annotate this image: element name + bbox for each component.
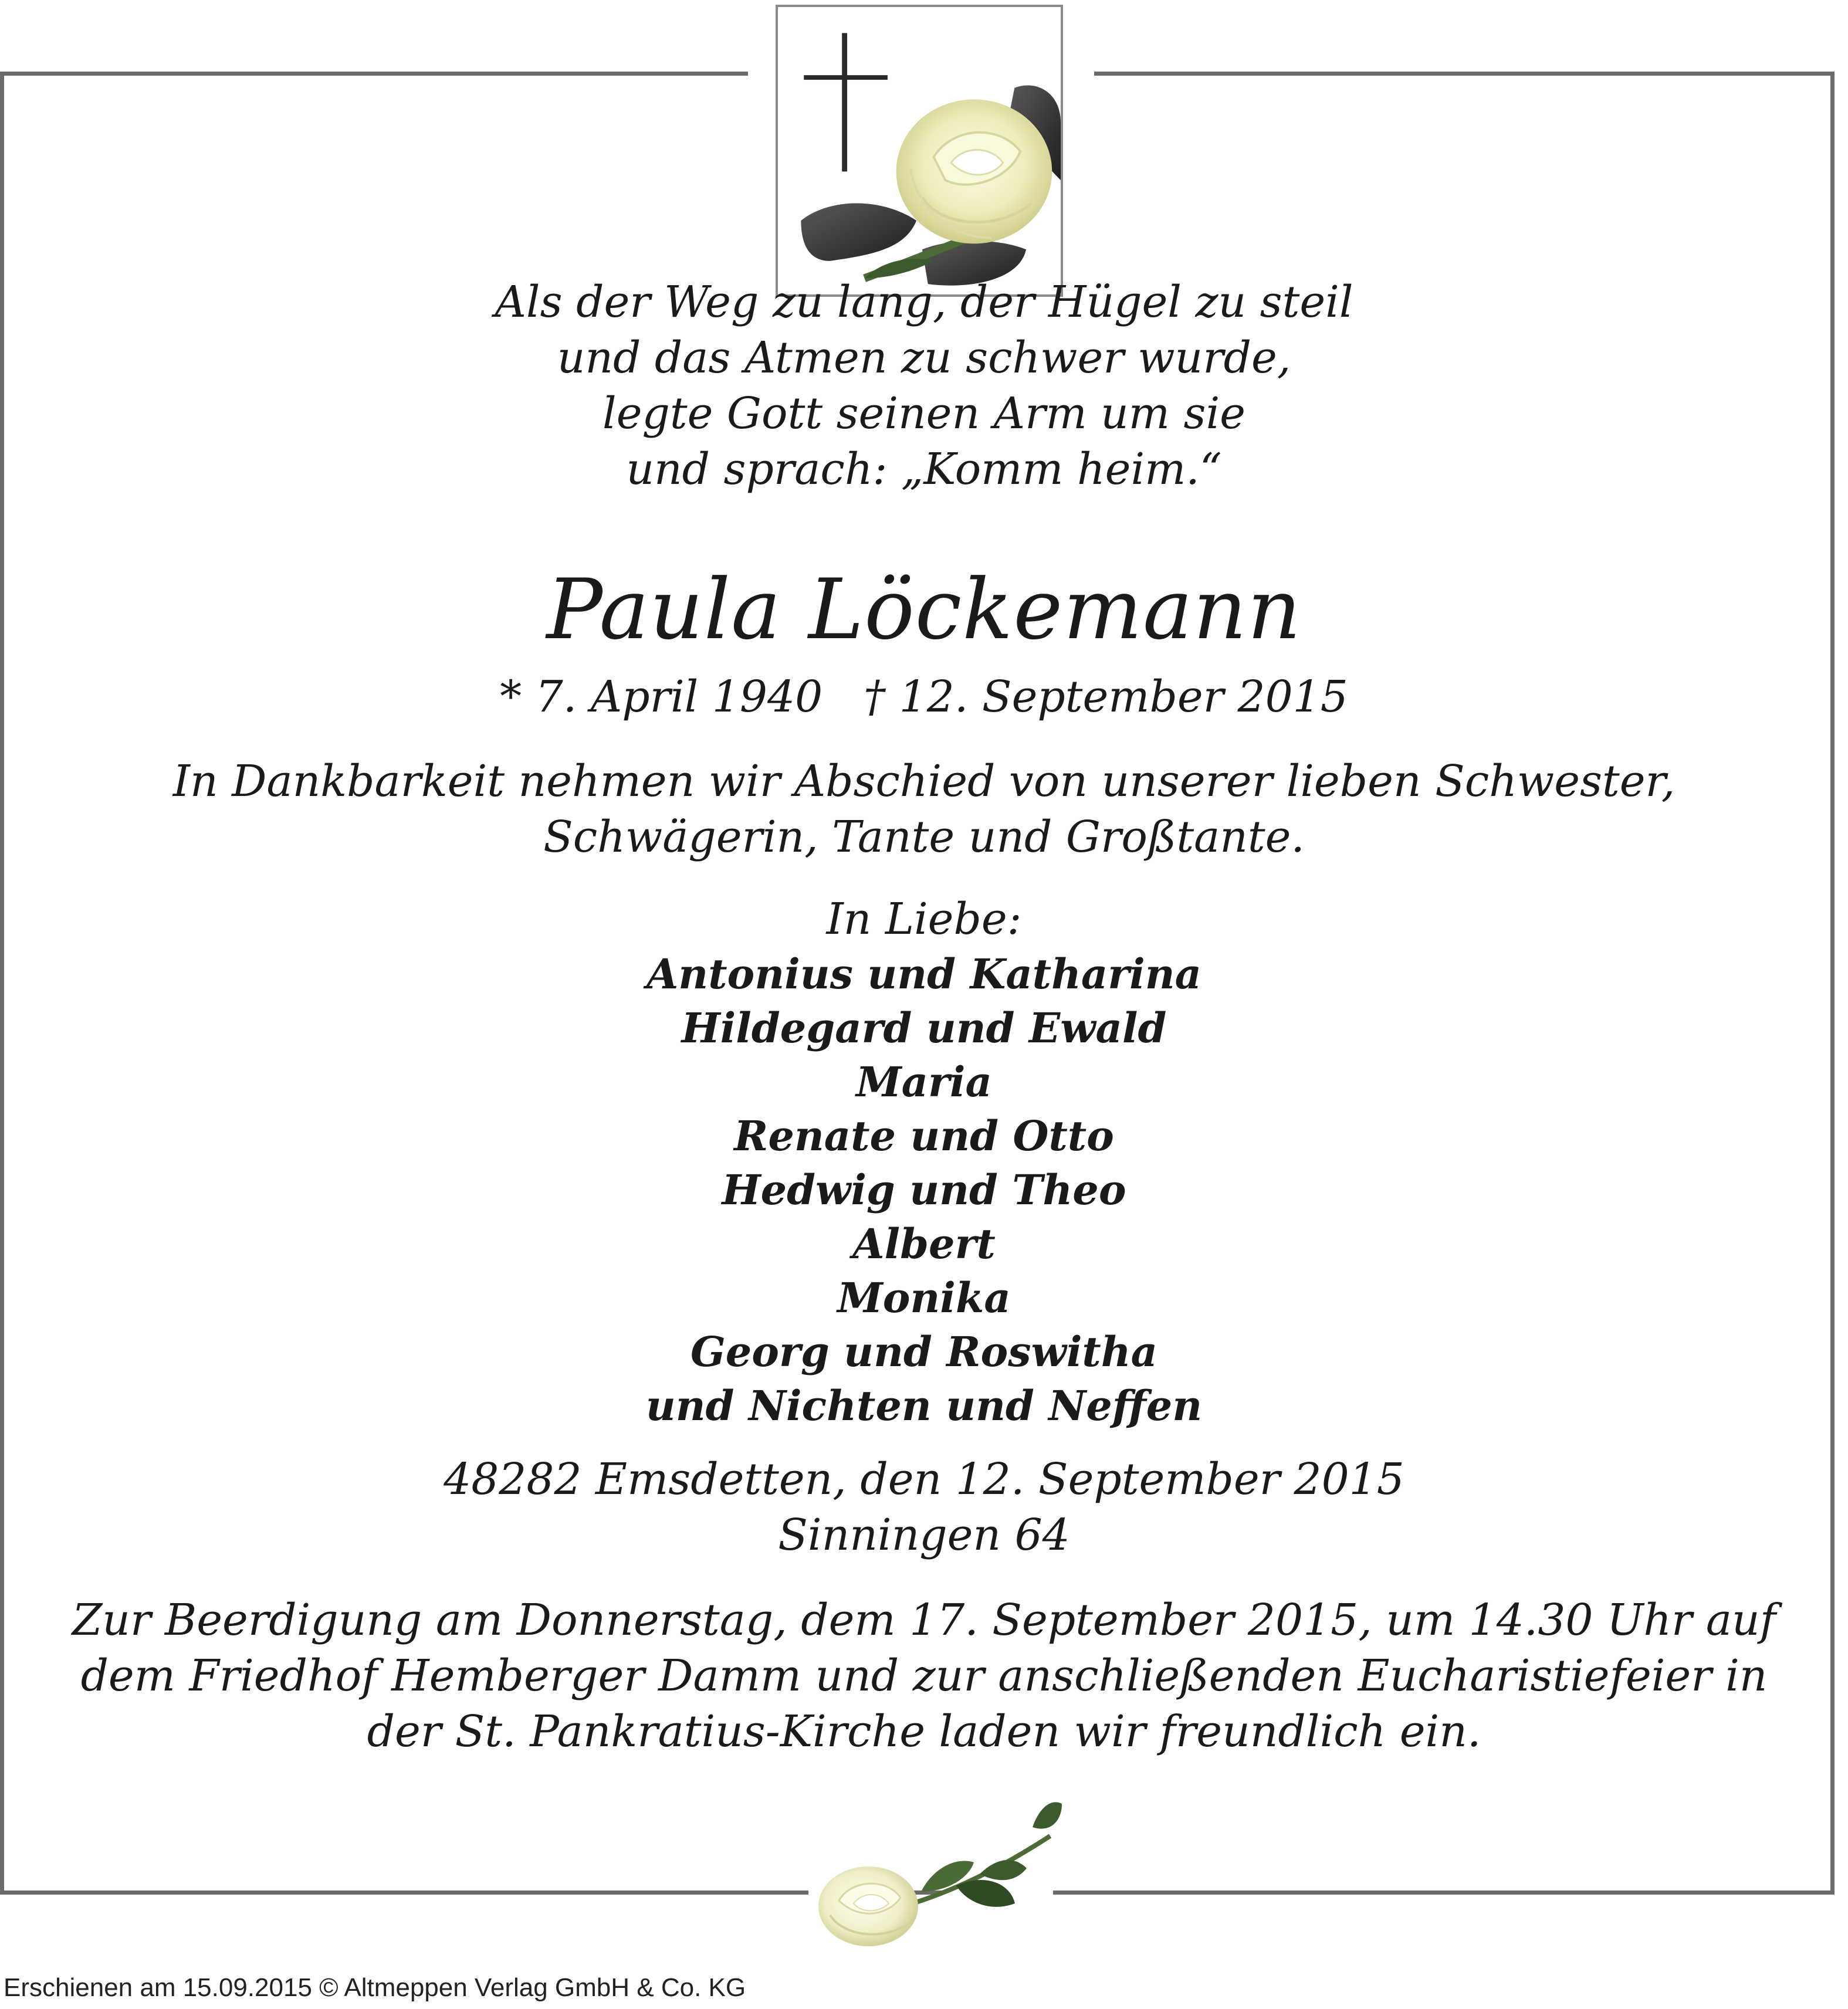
birth-date: * 7. April 1940 bbox=[500, 672, 823, 722]
place-and-address bbox=[23, 1452, 1825, 1563]
mourner-name: Hildegard und Ewald bbox=[681, 1004, 1167, 1052]
gratitude-line: In Dankbarkeit nehmen wir Abschied von unserer lieben Schwester, bbox=[172, 756, 1676, 807]
frame-left-line bbox=[0, 72, 4, 1895]
deceased-name-text: Paula Löckemann bbox=[546, 561, 1302, 658]
mourner-name: und Nichten und Neffen bbox=[645, 1381, 1203, 1430]
mourner-name: Georg und Roswitha bbox=[690, 1327, 1157, 1376]
mourners-intro bbox=[23, 892, 1825, 947]
cross-rose-icon bbox=[778, 7, 1061, 294]
frame-bottom-right-line bbox=[1053, 1891, 1835, 1895]
address-line: Sinningen 64 bbox=[778, 1510, 1070, 1560]
frame-bottom-left-line bbox=[0, 1891, 808, 1895]
poem-line: und das Atmen zu schwer wurde, bbox=[557, 333, 1291, 383]
mourner-name: Antonius und Katharina bbox=[647, 950, 1201, 998]
frame-top-left-line bbox=[0, 72, 748, 76]
deceased-name bbox=[23, 560, 1825, 660]
mourner-name: Renate und Otto bbox=[734, 1112, 1114, 1160]
funeral-line: Zur Beerdigung am Donnerstag, dem 17. September 2015, um 14.30 Uhr auf bbox=[72, 1595, 1776, 1645]
life-dates bbox=[23, 668, 1825, 726]
mourner-name: Albert bbox=[852, 1219, 996, 1268]
mourners-list bbox=[23, 947, 1825, 1433]
funeral-notice bbox=[23, 1593, 1825, 1760]
funeral-line: der St. Pankratius-Kirche laden wir freundlich ein. bbox=[367, 1706, 1481, 1757]
frame-right-line bbox=[1830, 72, 1835, 1895]
mourners-intro-text: In Liebe: bbox=[826, 894, 1022, 944]
poem-line: und sprach: „Komm heim.“ bbox=[626, 444, 1222, 494]
poem-line: Als der Weg zu lang, der Hügel zu steil bbox=[495, 277, 1353, 327]
bottom-rose-ornament bbox=[804, 1786, 1079, 1950]
poem-line: legte Gott seinen Arm um sie bbox=[603, 388, 1245, 439]
funeral-line: dem Friedhof Hemberger Damm und zur anschließenden Eucharistiefeier in bbox=[80, 1651, 1768, 1701]
place-date-line: 48282 Emsdetten, den 12. September 2015 bbox=[444, 1454, 1404, 1505]
mourner-name: Monika bbox=[837, 1273, 1011, 1322]
gratitude-line: Schwägerin, Tante und Großtante. bbox=[543, 812, 1305, 862]
mourner-name: Maria bbox=[856, 1058, 992, 1106]
white-rose-icon bbox=[804, 1786, 1079, 1950]
poem bbox=[23, 275, 1825, 497]
death-date: † 12. September 2015 bbox=[864, 672, 1348, 722]
cross-rose-emblem bbox=[776, 5, 1063, 297]
frame-top-right-line bbox=[1094, 72, 1835, 76]
publication-footer: Erschienen am 15.09.2015 © Altmeppen Verlag GmbH & Co. KG bbox=[4, 1973, 746, 2002]
gratitude-text bbox=[23, 754, 1825, 865]
mourner-name: Hedwig und Theo bbox=[722, 1166, 1126, 1214]
